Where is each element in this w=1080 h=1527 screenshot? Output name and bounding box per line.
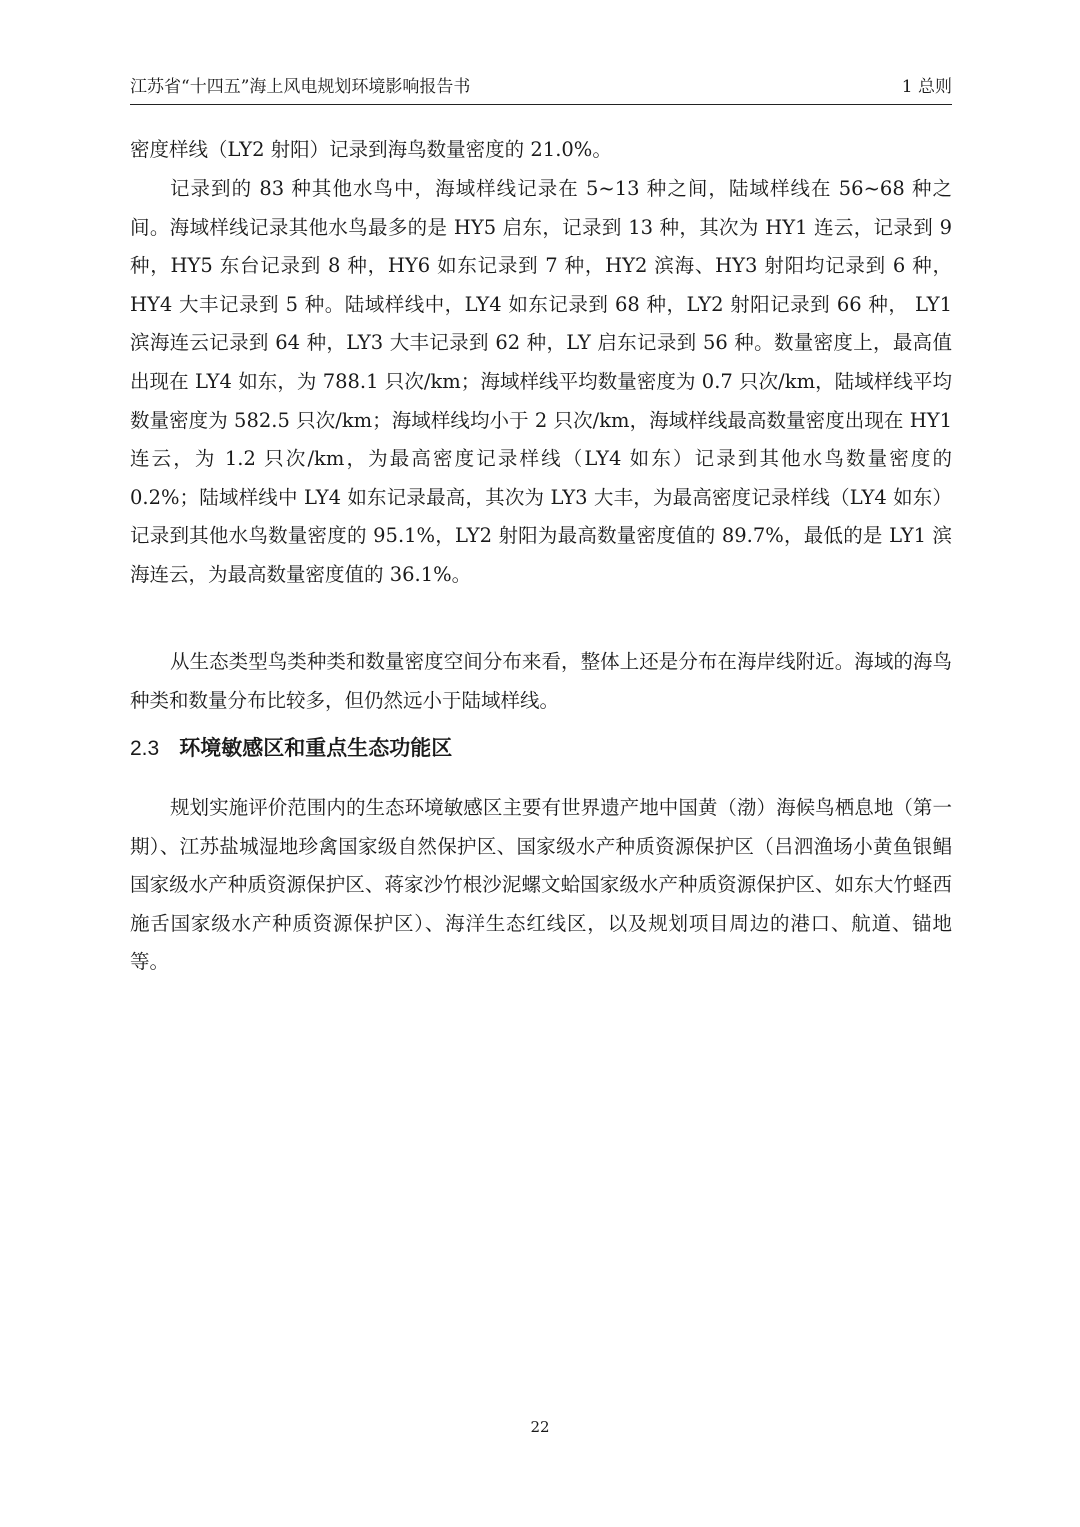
section-title: 环境敏感区和重点生态功能区 <box>179 736 453 760</box>
chapter-label: 1 总则 <box>901 77 952 97</box>
page-number: 22 <box>530 1418 550 1436</box>
page-header <box>130 72 952 105</box>
section-heading <box>130 730 952 767</box>
paragraph-other-waterbirds: 记录到的 83 种其他水鸟中，海域样线记录在 5~13 种之间，陆域样线在 56~68 种之间。海域样线记录其他水鸟最多的是 HY5 启东，记录到 13 种，其次为 HY1 连云，记录到 9 种，HY5 东台记录到 8 种，HY6 如东记录到 7 种，HY2 滨海、HY3 射阳均记录到 6 种，HY4 大丰记录到 5 种。陆域样线中，LY4 如东记录到 68 种，LY2 射阳记录到 66 种， LY1 滨海连云记录到 64 种，LY3 大丰记录到 62 种，LY 启东记录到 56 种。数量密度上，最高值出现在 LY4 如东，为 788.1 只次/km；海域样线平均数量密度为 0.7 只次/km，陆域样线平均数量密度为 582.5 只次/km；海域样线均小于 2 只次/km，海域样线最高数量密度出现在 HY1 连云，为 1.2 只次/km，为最高密度记录样线（LY4 如东）记录到其他水鸟数量密度的 0.2%；陆域样线中 LY4 如东记录最高，其次为 LY3 大丰，为最高密度记录样线（LY4 如东）记录到其他水鸟数量密度的 95.1%，LY2 射阳为最高数量密度值的 89.7%，最低的是 LY1 滨海连云，为最高数量密度值的 36.1%。 <box>130 177 952 586</box>
paragraph-spatial-distribution: 从生态类型鸟类种类和数量密度空间分布来看，整体上还是分布在海岸线附近。海域的海鸟种类和数量分布比较多，但仍然远小于陆域样线。 <box>130 650 952 712</box>
paragraph-sensitive-areas: 规划实施评价范围内的生态环境敏感区主要有世界遗产地中国黄（渤）海候鸟栖息地（第一期）、江苏盐城湿地珍禽国家级自然保护区、国家级水产种质资源保护区（吕泗渔场小黄鱼银鲳国家级水产种质资源保护区、蒋家沙竹根沙泥螺文蛤国家级水产种质资源保护区、如东大竹蛏西施舌国家级水产种质资源保护区）、海洋生态红线区，以及规划项目周边的港口、航道、锚地等。 <box>130 796 952 974</box>
document-title: 江苏省“十四五”海上风电规划环境影响报告书 <box>130 77 471 97</box>
paragraph-continuation: 密度样线（LY2 射阳）记录到海鸟数量密度的 21.0%。 <box>130 138 612 161</box>
section-number: 2.3 <box>130 737 160 760</box>
